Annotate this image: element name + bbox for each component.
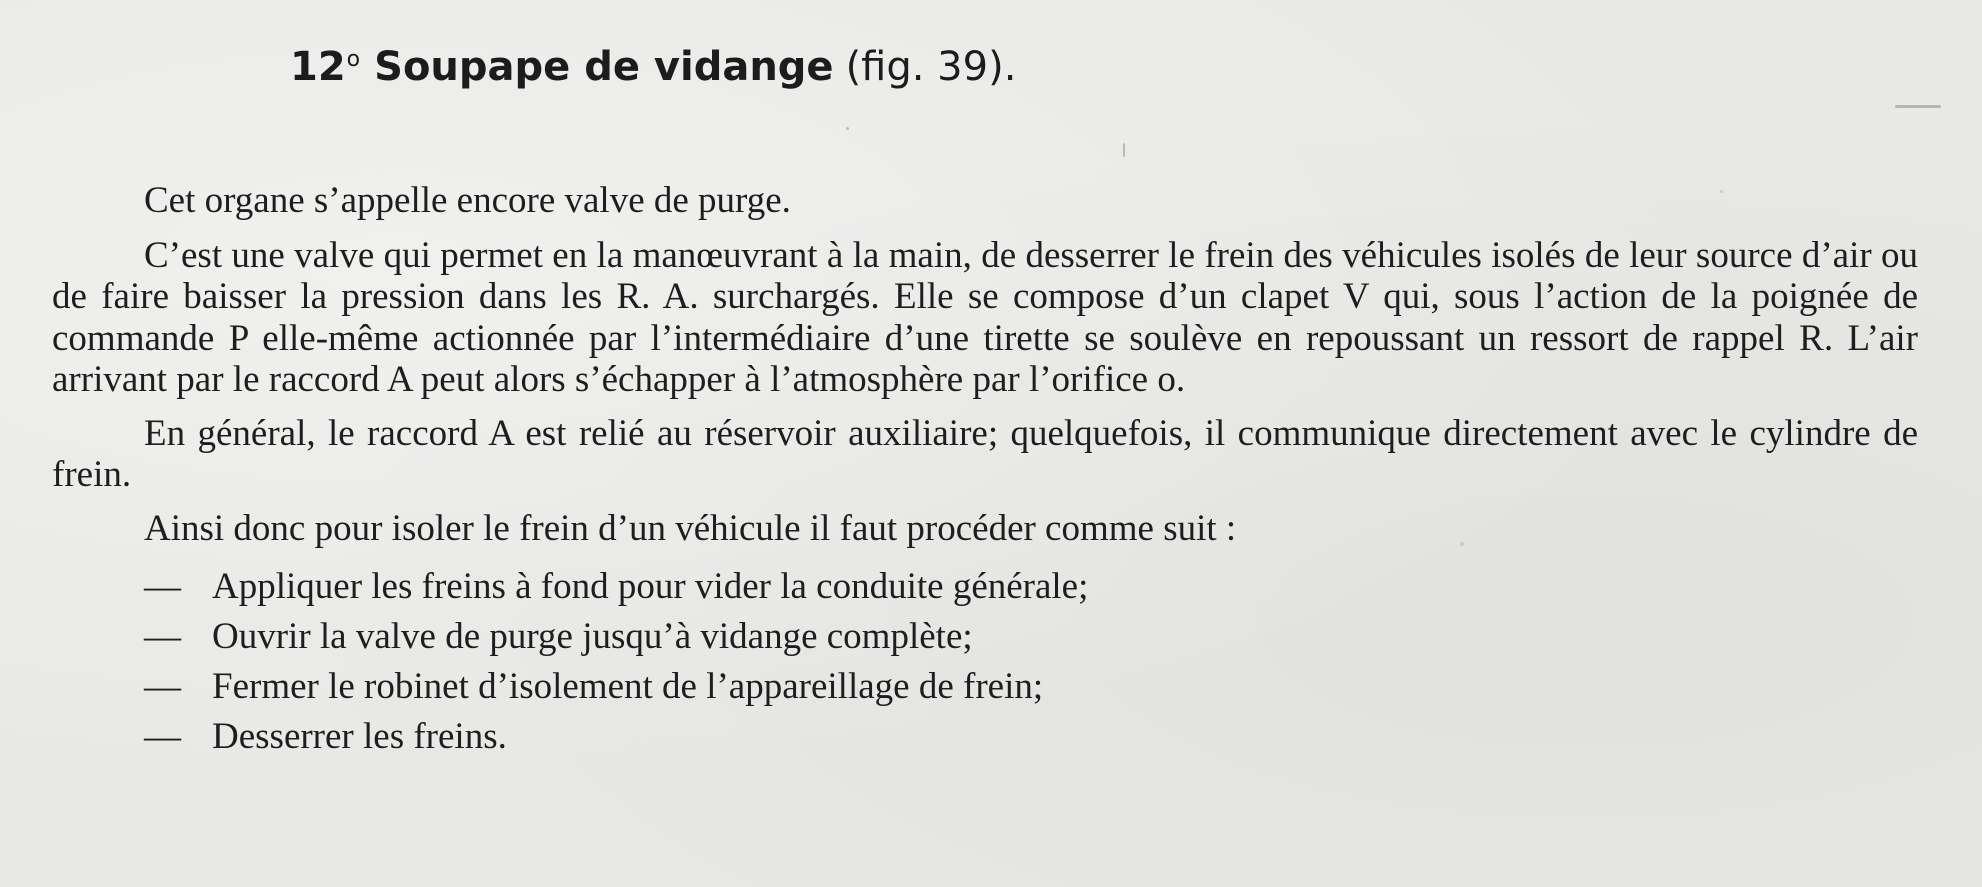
procedure-step [52, 562, 1918, 612]
procedure-steps [52, 562, 1918, 762]
speck [846, 127, 849, 130]
section-number: 12$^o$ [290, 44, 361, 90]
dash-bullet: — [144, 666, 181, 707]
body-text [52, 180, 1918, 762]
paragraph-intro: Cet organe s’appelle encore valve de purge. [144, 180, 791, 221]
paragraph-procedure-intro: Ainsi donc pour isoler le frein d’un véhicule il faut procéder comme suit : [144, 507, 1237, 549]
procedure-step [52, 612, 1918, 662]
procedure-step [52, 662, 1918, 712]
speck [1123, 143, 1125, 157]
step-text: Desserrer les freins. [212, 716, 507, 757]
procedure-step [52, 712, 1918, 762]
section-title: Soupape de vidange [374, 44, 834, 90]
dash-bullet: — [144, 566, 181, 607]
dash-bullet: — [144, 716, 181, 757]
speck [1720, 190, 1723, 193]
step-text: Appliquer les freins à fond pour vider la conduite générale; [212, 566, 1089, 607]
paragraph-description: C’est une valve qui permet en la manœuvrant à la main, de desserrer le frein des véhicules isolés de leur source d’air ou de faire baisser la pression dans les R. A. surchargés. Elle se compose d’un clapet V qui, sous l’action de la poignée de commande P elle-même actionnée par l’intermédiaire d’une tirette se soulève en repoussant un ressort de rappel R. L’air arrivant par le raccord A peut alors s’échapper à l’atmosphère par l’orifice o. [52, 234, 1918, 400]
section-heading [290, 30, 1016, 97]
speck [1460, 542, 1464, 546]
figure-reference: (fig. 39). [845, 44, 1017, 90]
paragraph-connection: En général, le raccord A est relié au réservoir auxiliaire; quelquefois, il communique directement avec le cylindre de frein. [52, 412, 1918, 495]
step-text: Fermer le robinet d’isolement de l’appareillage de frein; [212, 666, 1044, 707]
section-number-suffix: o [346, 47, 361, 72]
step-text: Ouvrir la valve de purge jusqu’à vidange complète; [212, 616, 973, 657]
dash-bullet: — [144, 616, 181, 657]
speck [1895, 105, 1941, 108]
